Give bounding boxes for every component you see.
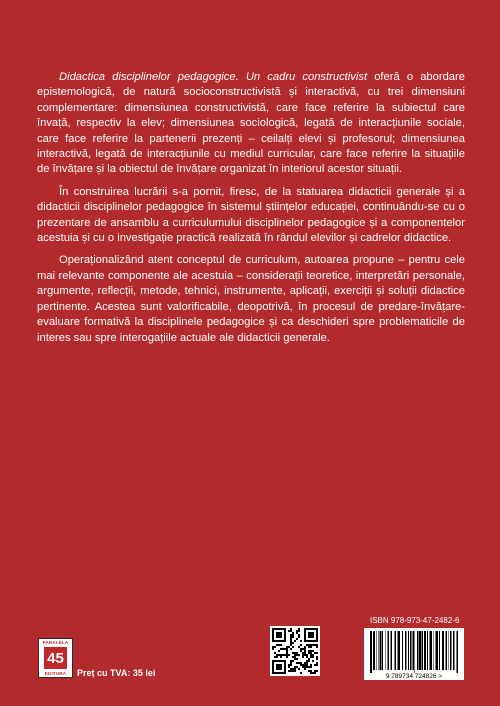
price-label: Preț cu TVA: 35 lei [77, 668, 156, 678]
back-cover-description [37, 70, 465, 353]
svg-text:9 789734 724826 >: 9 789734 724826 > [385, 673, 443, 680]
description-paragraph-2: În construirea lucrării s-a pornit, firesc, de la statuarea didacticii generale și a didacticii disciplinelor pedagogice în sistemul științelor educației, continuându-se cu o prezentare de ansamblu a curriculumului disciplinelor pedagogice și a componentelor acestuia și cu o investigație practică realizată în rândul elevilor și cadrelor didactice. [37, 185, 465, 245]
description-paragraph-3: Operaționalizând atent conceptul de curriculum, autoarea propune – pentru cele mai relevante componente ale acestuia – considerații teoretice, interpretări personale, argumente, reflecții, metode, tehnici, instrumente, aplicații, exerciții și soluții didactice pertinente. Acestea sunt valorificabile, deopotrivă, în procesul de predare-învățare-evaluare formativă la disciplinele pedagogice și ca deschideri spre problematicile de interes sau spre interogațiile actuale ale didacticii generale. [37, 254, 465, 344]
svg-text:45: 45 [47, 650, 64, 667]
publisher-logo [38, 638, 73, 678]
description-paragraph-1 [37, 70, 465, 178]
qr-code-icon [270, 626, 320, 676]
publisher-mark-icon [44, 647, 67, 669]
publisher-name-top: PARALELA [42, 640, 69, 645]
publisher-name-bottom: EDITURA [44, 671, 67, 676]
description-paragraph-1-text: oferă o abordare epistemologică, de natură socioconstructivistă și interactivă, cu trei dimensiuni complementare: dimensiunea constructivistă, care face referire la subiectul care învață, respectiv la elev; dimensiunea sociologică, legată de interacțiunile sociale, care face referire la partenerii prezenți – ceilalți elevi și profesorul; dimensiunea interactivă, legată de interacțiunile cu mediul curricular, care face referire la situațiile de învățare și la obiectul de învățare organizat în interiorul acestor situații. [37, 71, 465, 176]
isbn-label: ISBN 978-973-47-2482-6 [370, 616, 460, 625]
isbn-barcode-icon [364, 628, 464, 680]
book-title-italic: Didactica disciplinelor pedagogice. Un cadru constructivist [59, 71, 368, 83]
